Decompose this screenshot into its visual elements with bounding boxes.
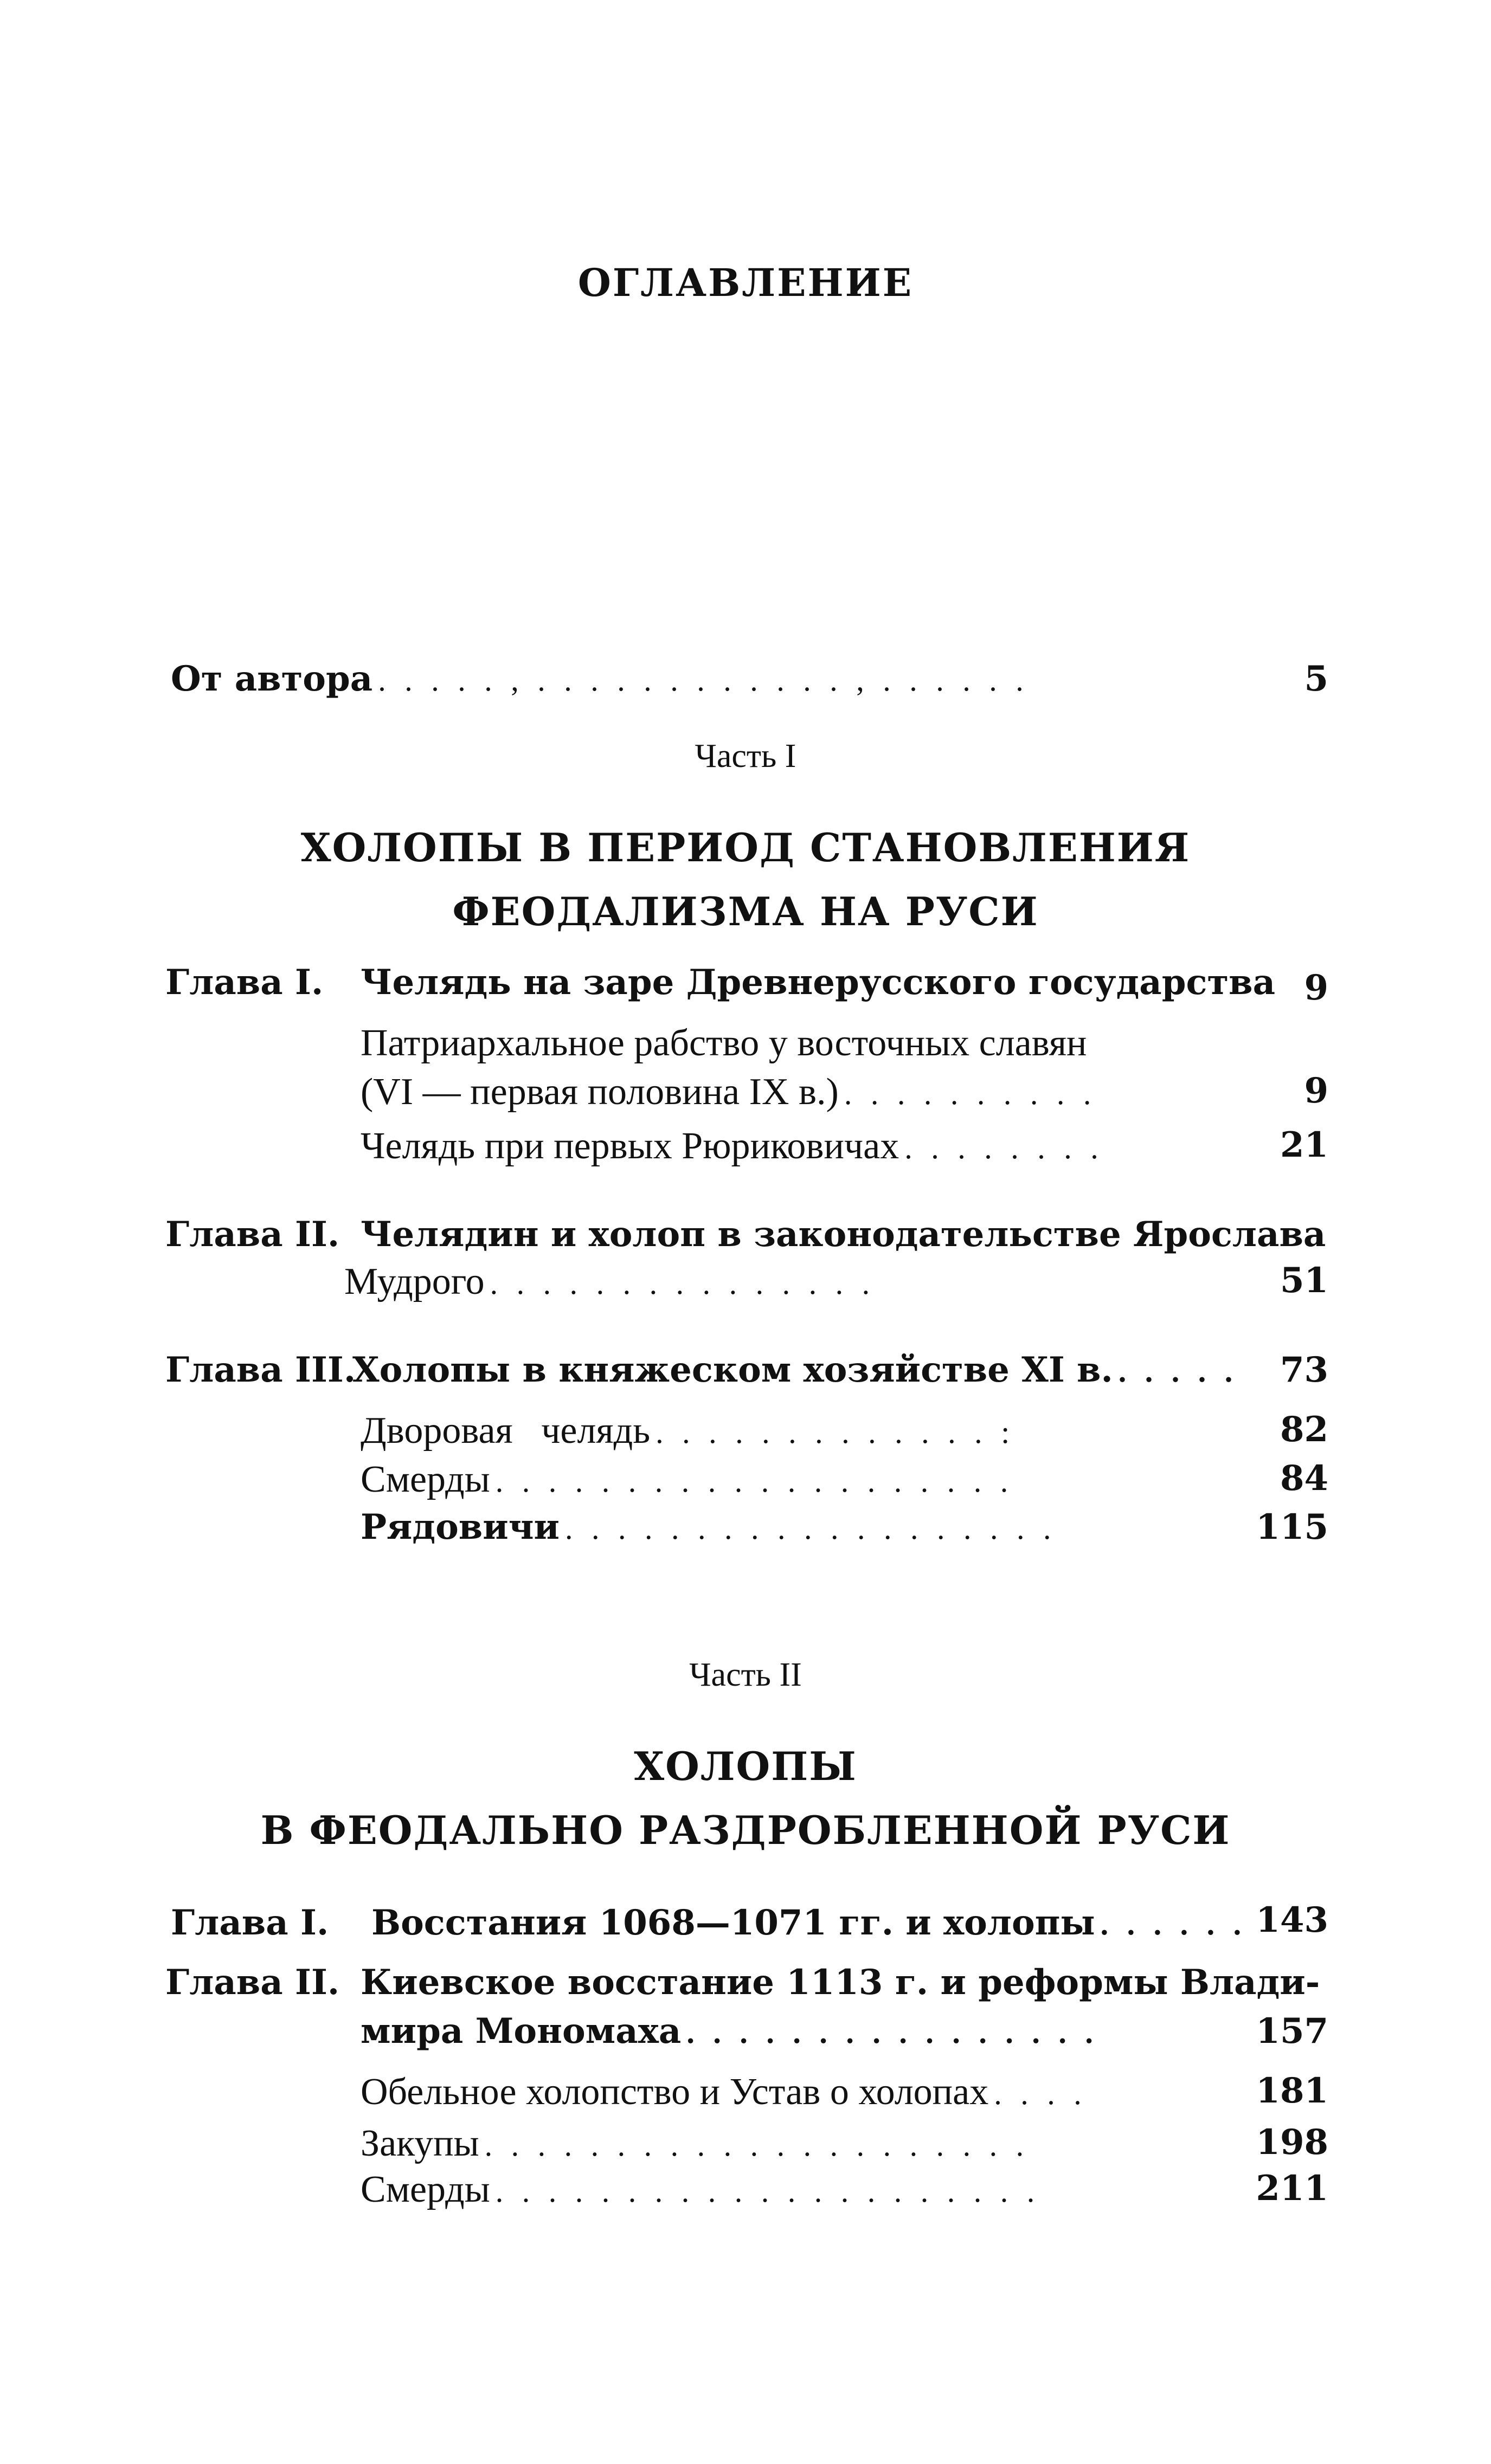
dot-leader: . . . . . . . . . . . . . . . xyxy=(490,1266,876,1301)
page-number: 82 xyxy=(1280,1409,1328,1450)
page-number: 181 xyxy=(1256,2070,1328,2111)
dot-leader: . . . . . . . . xyxy=(904,1130,1104,1165)
dot-leader: . . . . . . xyxy=(1100,1906,1247,1941)
chapter-label: Глава III. xyxy=(165,1350,356,1390)
chapter-title: Восстания 1068—1071 гг. и холопы xyxy=(371,1902,1095,1943)
chapter-title: Челядь на заре Древнерусского государства xyxy=(361,962,1276,1003)
toc-entry-chapter[interactable] xyxy=(361,1962,1320,2005)
section-title: Смерды xyxy=(361,2169,490,2210)
page-number: 157 xyxy=(1256,2011,1328,2052)
page-number: 84 xyxy=(1280,1458,1328,1499)
toc-entry-chapter-cont[interactable] xyxy=(344,1260,1223,1304)
toc-entry-section[interactable] xyxy=(361,1022,1228,1065)
toc-entry-intro[interactable] xyxy=(171,659,1223,702)
toc-entry-section[interactable] xyxy=(361,2168,1223,2211)
part-heading xyxy=(0,816,1491,944)
part-label: Часть I xyxy=(695,738,796,775)
page-number: 115 xyxy=(1256,1507,1328,1547)
toc-entry-chapter-cont[interactable] xyxy=(361,2011,1223,2054)
toc-entry-chapter[interactable] xyxy=(361,962,1276,1005)
dot-leader: . . . . . . . . . . . . . . . . . . . xyxy=(565,1511,1057,1546)
page-number: 51 xyxy=(1280,1260,1328,1301)
section-title: (VI — первая половина IX в.) xyxy=(361,1071,839,1113)
section-title: Челядь при первых Рюриковичах xyxy=(361,1125,899,1167)
chapter-title: мира Мономаха xyxy=(361,2011,682,2052)
dot-leader: . . . . . , . . . . . . . . . . . . , . . . . . . xyxy=(378,662,1029,698)
part-heading-line: ФЕОДАЛИЗМА НА РУСИ xyxy=(452,888,1039,934)
dot-leader: . . . . xyxy=(994,2076,1087,2111)
chapter-label: Глава I. xyxy=(165,962,324,1003)
dot-leader: . . . . . xyxy=(1118,1353,1238,1389)
page-number: 211 xyxy=(1256,2168,1328,2209)
page-title: ОГЛАВЛЕНИЕ xyxy=(577,260,914,305)
toc-entry-label: От автора xyxy=(171,659,373,699)
part-label: Часть II xyxy=(689,1656,802,1693)
section-title: Рядовичи xyxy=(361,1507,560,1547)
chapter-title: Холопы в княжеском хозяйстве XI в. xyxy=(352,1350,1113,1390)
page-number: 73 xyxy=(1280,1350,1328,1390)
dot-leader: . . . . . . . . . . . . . . . . . . . . . xyxy=(495,2173,1040,2209)
page-number: 198 xyxy=(1256,2122,1328,2163)
part-heading-line: В ФЕОДАЛЬНО РАЗДРОБЛЕННОЙ РУСИ xyxy=(260,1807,1231,1853)
dot-leader: . . . . . . . . . . . . . . . . xyxy=(686,2015,1098,2050)
page-number: 5 xyxy=(1304,659,1328,699)
section-title: Патриархальное рабство у восточных славян xyxy=(361,1022,1087,1064)
chapter-label: Глава I. xyxy=(171,1902,329,1943)
toc-entry-section[interactable] xyxy=(361,1507,1223,1550)
section-title: Закупы xyxy=(361,2123,479,2164)
toc-entry-chapter[interactable] xyxy=(352,1350,1238,1393)
dot-leader: . . . . . . . . . . . . . . . . . . . . xyxy=(495,1463,1014,1499)
dot-leader: . . . . . . . . . . xyxy=(844,1076,1097,1111)
chapter-title: Челядин и холоп в законодательстве Ярослава xyxy=(361,1214,1326,1255)
section-title: Дворовая челядь xyxy=(361,1410,651,1452)
toc-entry-section-cont[interactable] xyxy=(361,1070,1223,1114)
part-heading-line: ХОЛОПЫ xyxy=(634,1743,857,1789)
part-heading xyxy=(0,1734,1491,1862)
chapter-title: Киевское восстание 1113 г. и реформы Влади- xyxy=(361,1962,1320,2003)
chapter-label: Глава II. xyxy=(165,1214,340,1255)
page-number: 9 xyxy=(1304,967,1328,1008)
dot-leader: . . . . . . . . . . . . . . . . . . . . . xyxy=(484,2127,1030,2163)
page-number: 9 xyxy=(1304,1070,1328,1111)
toc-entry-section[interactable] xyxy=(361,2122,1223,2165)
toc-entry-section[interactable] xyxy=(361,2070,1223,2114)
toc-entry-section[interactable] xyxy=(361,1458,1223,1501)
chapter-label: Глава II. xyxy=(165,1962,340,2003)
page-number: 21 xyxy=(1280,1125,1328,1165)
toc-entry-chapter[interactable] xyxy=(371,1902,1247,1946)
toc-entry-section[interactable] xyxy=(361,1409,1223,1453)
dot-leader: . . . . . . . . . . . . . : xyxy=(655,1415,1016,1450)
section-title: Смерды xyxy=(361,1459,490,1500)
toc-entry-section[interactable] xyxy=(361,1125,1223,1168)
toc-entry-chapter[interactable] xyxy=(361,1214,1326,1257)
section-title: Обельное холопство и Устав о холопах xyxy=(361,2071,989,2113)
page-number: 143 xyxy=(1256,1900,1328,1940)
chapter-title: Мудрого xyxy=(344,1261,485,1302)
part-heading-line: ХОЛОПЫ В ПЕРИОД СТАНОВЛЕНИЯ xyxy=(300,824,1191,870)
